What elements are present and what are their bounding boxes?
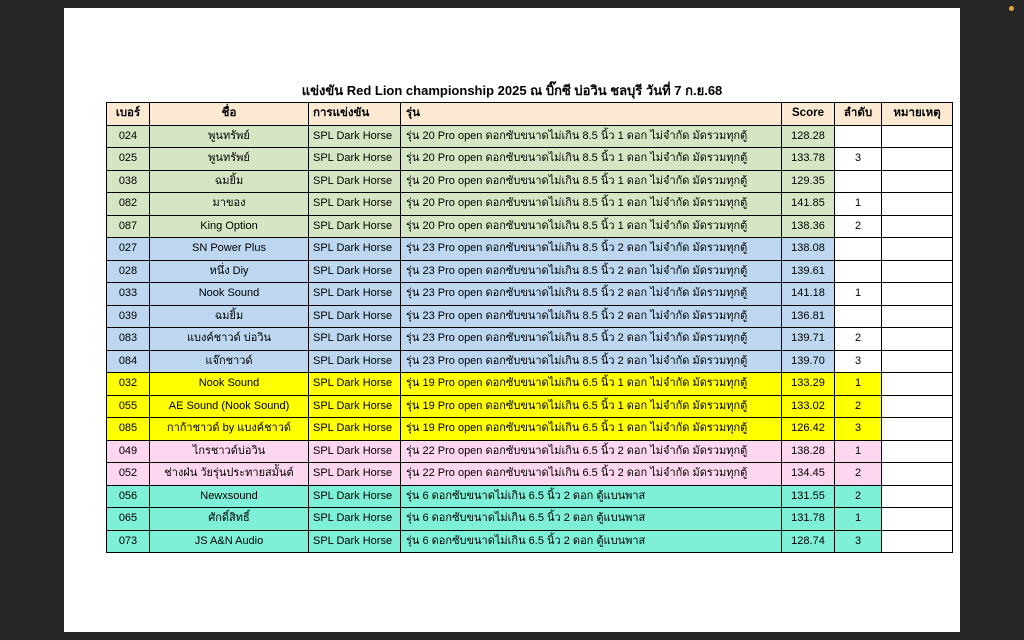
page-title: แข่งขัน Red Lion championship 2025 ณ บิ๊กซี บ่อวิน ชลบุรี วันที่ 7 ก.ย.68: [301, 83, 723, 98]
cell-competition: SPL Dark Horse: [309, 395, 401, 418]
table-row[interactable]: [107, 395, 953, 418]
cell-score: 133.29: [782, 373, 835, 396]
cell-number: 025: [107, 148, 150, 171]
cell-competition: SPL Dark Horse: [309, 193, 401, 216]
cell-rank: 2: [835, 463, 882, 486]
cell-score: 138.36: [782, 215, 835, 238]
cell-score: 128.28: [782, 125, 835, 148]
cell-rank: [835, 125, 882, 148]
cell-name: มาของ: [150, 193, 309, 216]
table-row[interactable]: [107, 463, 953, 486]
cell-rank: 2: [835, 328, 882, 351]
cell-competition: SPL Dark Horse: [309, 418, 401, 441]
cell-number: 039: [107, 305, 150, 328]
table-row[interactable]: [107, 328, 953, 351]
cell-class: รุ่น 22 Pro open ดอกซับขนาดไม่เกิน 6.5 นิ้ว 2 ดอก ไม่จำกัด มัดรวมทุกตู้: [401, 463, 782, 486]
cell-note: [882, 485, 953, 508]
cell-class: รุ่น 19 Pro open ดอกซับขนาดไม่เกิน 6.5 นิ้ว 1 ดอก ไม่จำกัด มัดรวมทุกตู้: [401, 395, 782, 418]
cell-note: [882, 170, 953, 193]
cell-rank: 1: [835, 373, 882, 396]
cell-number: 056: [107, 485, 150, 508]
cell-note: [882, 508, 953, 531]
cell-class: รุ่น 20 Pro open ดอกซับขนาดไม่เกิน 8.5 นิ้ว 1 ดอก ไม่จำกัด มัดรวมทุกตู้: [401, 170, 782, 193]
cell-note: [882, 148, 953, 171]
cell-score: 126.42: [782, 418, 835, 441]
cell-rank: 3: [835, 148, 882, 171]
cell-note: [882, 350, 953, 373]
table-row[interactable]: [107, 373, 953, 396]
cell-class: รุ่น 6 ดอกซับขนาดไม่เกิน 6.5 นิ้ว 2 ดอก ตู้แบนพาส: [401, 508, 782, 531]
column-header-score: Score: [782, 103, 835, 126]
cell-score: 139.70: [782, 350, 835, 373]
table-row[interactable]: [107, 193, 953, 216]
table-row[interactable]: [107, 440, 953, 463]
table-header: [107, 103, 953, 126]
table-row[interactable]: [107, 125, 953, 148]
cell-competition: SPL Dark Horse: [309, 350, 401, 373]
column-header-class: รุ่น: [401, 103, 782, 126]
cell-number: 032: [107, 373, 150, 396]
cell-number: 085: [107, 418, 150, 441]
cell-score: 128.74: [782, 530, 835, 553]
results-table: [106, 102, 953, 553]
table-row[interactable]: [107, 530, 953, 553]
cell-class: รุ่น 23 Pro open ดอกซับขนาดไม่เกิน 8.5 นิ้ว 2 ดอก ไม่จำกัด มัดรวมทุกตู้: [401, 260, 782, 283]
cell-note: [882, 440, 953, 463]
cell-name: พูนทรัพย์: [150, 148, 309, 171]
table-row[interactable]: [107, 170, 953, 193]
cell-number: 033: [107, 283, 150, 306]
column-header-name: ชื่อ: [150, 103, 309, 126]
cell-score: 133.02: [782, 395, 835, 418]
cell-note: [882, 373, 953, 396]
cell-note: [882, 193, 953, 216]
cell-note: [882, 283, 953, 306]
cell-note: [882, 238, 953, 261]
cell-competition: SPL Dark Horse: [309, 215, 401, 238]
cell-class: รุ่น 23 Pro open ดอกซับขนาดไม่เกิน 8.5 นิ้ว 2 ดอก ไม่จำกัด มัดรวมทุกตู้: [401, 305, 782, 328]
cell-competition: SPL Dark Horse: [309, 125, 401, 148]
table-body: [107, 125, 953, 553]
cell-name: กาก้าชาวด์ by แบงค์ชาวด์: [150, 418, 309, 441]
cell-class: รุ่น 6 ดอกซับขนาดไม่เกิน 6.5 นิ้ว 2 ดอก ตู้แบนพาส: [401, 530, 782, 553]
cell-rank: [835, 170, 882, 193]
cell-rank: 3: [835, 350, 882, 373]
cell-name: ศักดิ์สิทธิ์: [150, 508, 309, 531]
cell-class: รุ่น 20 Pro open ดอกซับขนาดไม่เกิน 8.5 นิ้ว 1 ดอก ไม่จำกัด มัดรวมทุกตู้: [401, 148, 782, 171]
table-row[interactable]: [107, 485, 953, 508]
table-row[interactable]: [107, 148, 953, 171]
cell-competition: SPL Dark Horse: [309, 440, 401, 463]
cell-note: [882, 328, 953, 351]
cell-competition: SPL Dark Horse: [309, 238, 401, 261]
cell-class: รุ่น 23 Pro open ดอกซับขนาดไม่เกิน 8.5 นิ้ว 2 ดอก ไม่จำกัด มัดรวมทุกตู้: [401, 328, 782, 351]
cell-rank: 1: [835, 508, 882, 531]
cell-rank: 1: [835, 193, 882, 216]
cell-competition: SPL Dark Horse: [309, 530, 401, 553]
cell-note: [882, 215, 953, 238]
cell-name: Nook Sound: [150, 283, 309, 306]
cell-number: 084: [107, 350, 150, 373]
cell-note: [882, 418, 953, 441]
cell-score: 133.78: [782, 148, 835, 171]
cell-name: Nook Sound: [150, 373, 309, 396]
cell-competition: SPL Dark Horse: [309, 508, 401, 531]
cell-competition: SPL Dark Horse: [309, 170, 401, 193]
cell-class: รุ่น 22 Pro open ดอกซับขนาดไม่เกิน 6.5 นิ้ว 2 ดอก ไม่จำกัด มัดรวมทุกตู้: [401, 440, 782, 463]
cell-name: JS A&N Audio: [150, 530, 309, 553]
cell-name: ไกรชาวด์บ่อวิน: [150, 440, 309, 463]
cell-class: รุ่น 20 Pro open ดอกซับขนาดไม่เกิน 8.5 นิ้ว 1 ดอก ไม่จำกัด มัดรวมทุกตู้: [401, 125, 782, 148]
cell-name: ฉมยิ้ม: [150, 305, 309, 328]
cell-note: [882, 260, 953, 283]
cell-competition: SPL Dark Horse: [309, 283, 401, 306]
cell-score: 136.81: [782, 305, 835, 328]
cell-competition: SPL Dark Horse: [309, 328, 401, 351]
cell-rank: 3: [835, 418, 882, 441]
cell-number: 065: [107, 508, 150, 531]
cell-score: 138.08: [782, 238, 835, 261]
cell-number: 049: [107, 440, 150, 463]
column-header-note: หมายเหตุ: [882, 103, 953, 126]
table-row[interactable]: [107, 305, 953, 328]
cell-name: แบงค์ชาวด์ บ่อวิน: [150, 328, 309, 351]
cell-name: ช่างฝ่น วัยรุ่นประทายสมัันต์: [150, 463, 309, 486]
cell-rank: 3: [835, 530, 882, 553]
table-row[interactable]: [107, 215, 953, 238]
cell-score: 141.18: [782, 283, 835, 306]
cell-class: รุ่น 23 Pro open ดอกซับขนาดไม่เกิน 8.5 นิ้ว 2 ดอก ไม่จำกัด มัดรวมทุกตู้: [401, 350, 782, 373]
cell-note: [882, 305, 953, 328]
cell-rank: 2: [835, 215, 882, 238]
cell-competition: SPL Dark Horse: [309, 373, 401, 396]
cell-class: รุ่น 20 Pro open ดอกซับขนาดไม่เกิน 8.5 นิ้ว 1 ดอก ไม่จำกัด มัดรวมทุกตู้: [401, 215, 782, 238]
table-row[interactable]: [107, 418, 953, 441]
cell-name: Newxsound: [150, 485, 309, 508]
cell-rank: 2: [835, 395, 882, 418]
cell-score: 138.28: [782, 440, 835, 463]
cell-class: รุ่น 19 Pro open ดอกซับขนาดไม่เกิน 6.5 นิ้ว 1 ดอก ไม่จำกัด มัดรวมทุกตู้: [401, 418, 782, 441]
cell-note: [882, 125, 953, 148]
column-header-competition: การแข่งขัน: [309, 103, 401, 126]
column-header-number: เบอร์: [107, 103, 150, 126]
cell-class: รุ่น 20 Pro open ดอกซับขนาดไม่เกิน 8.5 นิ้ว 1 ดอก ไม่จำกัด มัดรวมทุกตู้: [401, 193, 782, 216]
cell-score: 129.35: [782, 170, 835, 193]
cell-name: AE Sound (Nook Sound): [150, 395, 309, 418]
cell-number: 028: [107, 260, 150, 283]
cell-rank: 1: [835, 283, 882, 306]
results-table-wrapper: [106, 102, 953, 553]
cell-class: รุ่น 23 Pro open ดอกซับขนาดไม่เกิน 8.5 นิ้ว 2 ดอก ไม่จำกัด มัดรวมทุกตู้: [401, 283, 782, 306]
cell-rank: 1: [835, 440, 882, 463]
table-row[interactable]: [107, 260, 953, 283]
cell-competition: SPL Dark Horse: [309, 260, 401, 283]
cell-name: แจ๊กชาวด์: [150, 350, 309, 373]
cell-number: 083: [107, 328, 150, 351]
cell-number: 082: [107, 193, 150, 216]
cell-note: [882, 395, 953, 418]
cell-score: 131.78: [782, 508, 835, 531]
document-page: [64, 8, 960, 632]
cell-name: ฉมยิ้ม: [150, 170, 309, 193]
cell-rank: [835, 305, 882, 328]
cell-class: รุ่น 19 Pro open ดอกซับขนาดไม่เกิน 6.5 นิ้ว 1 ดอก ไม่จำกัด มัดรวมทุกตู้: [401, 373, 782, 396]
cell-rank: [835, 260, 882, 283]
cell-number: 024: [107, 125, 150, 148]
cell-name: หนึ่ง Diy: [150, 260, 309, 283]
cell-name: King Option: [150, 215, 309, 238]
cell-number: 052: [107, 463, 150, 486]
cell-number: 038: [107, 170, 150, 193]
table-row[interactable]: [107, 508, 953, 531]
cell-class: รุ่น 6 ดอกซับขนาดไม่เกิน 6.5 นิ้ว 2 ดอก ตู้แบนพาส: [401, 485, 782, 508]
table-row[interactable]: [107, 283, 953, 306]
cell-rank: [835, 238, 882, 261]
table-row[interactable]: [107, 350, 953, 373]
cell-score: 134.45: [782, 463, 835, 486]
cell-rank: 2: [835, 485, 882, 508]
cell-class: รุ่น 23 Pro open ดอกซับขนาดไม่เกิน 8.5 นิ้ว 2 ดอก ไม่จำกัด มัดรวมทุกตู้: [401, 238, 782, 261]
cell-number: 027: [107, 238, 150, 261]
cell-competition: SPL Dark Horse: [309, 485, 401, 508]
table-row[interactable]: [107, 238, 953, 261]
cell-competition: SPL Dark Horse: [309, 305, 401, 328]
cell-score: 139.61: [782, 260, 835, 283]
status-dot-icon: [1009, 6, 1014, 11]
cell-number: 073: [107, 530, 150, 553]
cell-score: 139.71: [782, 328, 835, 351]
cell-name: พูนทรัพย์: [150, 125, 309, 148]
cell-competition: SPL Dark Horse: [309, 148, 401, 171]
cell-number: 055: [107, 395, 150, 418]
cell-score: 131.55: [782, 485, 835, 508]
cell-name: SN Power Plus: [150, 238, 309, 261]
cell-note: [882, 463, 953, 486]
column-header-rank: ลำดับ: [835, 103, 882, 126]
table-header-row: [107, 103, 953, 126]
cell-score: 141.85: [782, 193, 835, 216]
cell-number: 087: [107, 215, 150, 238]
cell-competition: SPL Dark Horse: [309, 463, 401, 486]
cell-note: [882, 530, 953, 553]
